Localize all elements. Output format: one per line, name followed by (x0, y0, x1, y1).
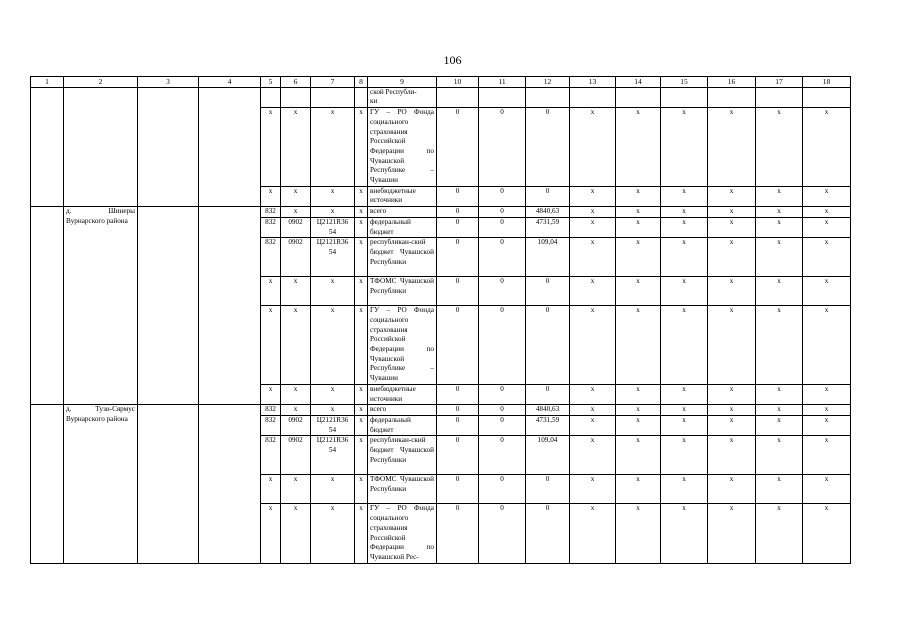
table-cell-c18: x (803, 405, 851, 416)
table-cell-c5: x (261, 504, 281, 563)
table-cell-c18: x (803, 217, 851, 237)
table-cell-c15: x (661, 186, 708, 206)
table-cell-c16: x (708, 415, 756, 435)
table-cell-c5: 832 (261, 217, 281, 237)
table-cell-c5: x (261, 384, 281, 404)
table-cell-c12: 109,04 (526, 238, 570, 277)
col-4-cell (199, 87, 261, 206)
table-cell-c6 (281, 87, 311, 107)
table-cell-c13: x (570, 186, 616, 206)
table-cell-c13: x (570, 405, 616, 416)
table-cell-c12: 0 (526, 186, 570, 206)
settlement-name: д. Тузи-Сярмус Вурнарского района (64, 405, 138, 563)
table-cell-c5: x (261, 475, 281, 504)
table-cell-c11: 0 (479, 306, 526, 385)
table-cell-c16: x (708, 436, 756, 475)
funding-source-cell: ГУ – РО Фонда социального страхования Российской Федерации по Чувашской Республике – Чувашии (368, 108, 437, 187)
table-cell-c7: x (311, 108, 355, 187)
funding-source-cell: ГУ – РО Фонда социального страхования Российской Федерации по Чувашской Рес- (368, 504, 437, 563)
funding-source-cell: республикан-ский бюджет Чувашской Республики (368, 238, 437, 277)
table-cell-c7 (311, 87, 355, 107)
table-cell-c17: x (756, 306, 803, 385)
column-number-12: 12 (526, 77, 570, 88)
table-cell-c12 (526, 87, 570, 107)
table-row (31, 405, 851, 416)
table-cell-c18 (803, 87, 851, 107)
table-cell-c15: x (661, 108, 708, 187)
col-1-cell (31, 405, 64, 563)
column-number-17: 17 (756, 77, 803, 88)
funding-source-cell: ТФОМС Чувашской Республики (368, 277, 437, 306)
column-number-15: 15 (661, 77, 708, 88)
table-cell-c7: Ц2121R36 54 (311, 436, 355, 475)
table-cell-c14: x (616, 108, 661, 187)
table-cell-c12: 4840,63 (526, 207, 570, 218)
table-cell-c6: 0902 (281, 238, 311, 277)
table-cell-c6: x (281, 306, 311, 385)
table-cell-c15: x (661, 504, 708, 563)
table-cell-c18: x (803, 108, 851, 187)
funding-source-cell: всего (368, 405, 437, 416)
table-cell-c6: x (281, 475, 311, 504)
table-cell-c14: x (616, 415, 661, 435)
table-cell-c8: x (355, 277, 368, 306)
table-cell-c16: x (708, 306, 756, 385)
table-cell-c18: x (803, 384, 851, 404)
table-cell-c14: x (616, 306, 661, 385)
table-cell-c18: x (803, 504, 851, 563)
table-cell-c8: x (355, 217, 368, 237)
column-number-7: 7 (311, 77, 355, 88)
table-cell-c5: 832 (261, 207, 281, 218)
column-number-6: 6 (281, 77, 311, 88)
table-cell-c10: 0 (437, 277, 479, 306)
table-cell-c8: x (355, 306, 368, 385)
table-cell-c15: x (661, 207, 708, 218)
table-cell-c16: x (708, 207, 756, 218)
table-cell-c13: x (570, 277, 616, 306)
col-1-cell (31, 87, 64, 206)
funding-source-cell: ГУ – РО Фонда социального страхования Российской Федерации по Чувашской Республике – Чувашии (368, 306, 437, 385)
table-cell-c18: x (803, 207, 851, 218)
table-cell-c16: x (708, 217, 756, 237)
table-cell-c17: x (756, 384, 803, 404)
table-cell-c8: x (355, 504, 368, 563)
column-number-4: 4 (199, 77, 261, 88)
funding-source-cell: федеральный бюджет (368, 217, 437, 237)
column-number-9: 9 (368, 77, 437, 88)
table-cell-c11: 0 (479, 384, 526, 404)
table-cell-c6: x (281, 207, 311, 218)
table-cell-c6: x (281, 504, 311, 563)
table-cell-c14: x (616, 186, 661, 206)
table-cell-c18: x (803, 436, 851, 475)
table-cell-c5: 832 (261, 405, 281, 416)
table-cell-c8: x (355, 415, 368, 435)
header-row (31, 77, 851, 88)
column-number-5: 5 (261, 77, 281, 88)
table-cell-c6: x (281, 405, 311, 416)
col-3-cell (138, 207, 199, 405)
table-cell-c15: x (661, 306, 708, 385)
table-cell-c8: x (355, 186, 368, 206)
table-cell-c7: x (311, 306, 355, 385)
table-row (31, 87, 851, 107)
table-cell-c14: x (616, 504, 661, 563)
table-cell-c18: x (803, 415, 851, 435)
table-cell-c5: x (261, 186, 281, 206)
table-cell-c12: 0 (526, 384, 570, 404)
col-4-cell (199, 207, 261, 405)
table-cell-c17: x (756, 277, 803, 306)
table-cell-c17: x (756, 217, 803, 237)
table-cell-c8: x (355, 238, 368, 277)
table-cell-c15: x (661, 384, 708, 404)
table-cell-c16: x (708, 475, 756, 504)
table-cell-c17: x (756, 475, 803, 504)
table-cell-c12: 0 (526, 504, 570, 563)
budget-table (30, 76, 851, 564)
table-cell-c7: x (311, 504, 355, 563)
column-number-3: 3 (138, 77, 199, 88)
table-cell-c11: 0 (479, 217, 526, 237)
table-cell-c14: x (616, 217, 661, 237)
table-cell-c17: x (756, 108, 803, 187)
funding-source-cell: внебюджетные источники (368, 186, 437, 206)
table-cell-c11: 0 (479, 475, 526, 504)
table-cell-c13: x (570, 504, 616, 563)
column-number-10: 10 (437, 77, 479, 88)
col-3-cell (138, 87, 199, 206)
table-cell-c14: x (616, 207, 661, 218)
table-cell-c11: 0 (479, 436, 526, 475)
table-cell-c12: 4840,63 (526, 405, 570, 416)
table-cell-c13 (570, 87, 616, 107)
table-cell-c12: 0 (526, 108, 570, 187)
table-cell-c11: 0 (479, 207, 526, 218)
table-cell-c11: 0 (479, 108, 526, 187)
table-cell-c18: x (803, 277, 851, 306)
table-cell-c13: x (570, 108, 616, 187)
table-cell-c8: x (355, 384, 368, 404)
table-cell-c12: 4731,59 (526, 415, 570, 435)
settlement-name: д. Шинеры Вурнарского района (64, 207, 138, 405)
table-cell-c7: Ц2121R36 54 (311, 415, 355, 435)
table-cell-c10: 0 (437, 384, 479, 404)
table-cell-c13: x (570, 207, 616, 218)
table-cell-c18: x (803, 238, 851, 277)
table-cell-c14: x (616, 277, 661, 306)
table-cell-c5 (261, 87, 281, 107)
table-cell-c12: 0 (526, 475, 570, 504)
table-cell-c14: x (616, 238, 661, 277)
table-cell-c15: x (661, 415, 708, 435)
column-number-13: 13 (570, 77, 616, 88)
funding-source-cell: федеральный бюджет (368, 415, 437, 435)
table-cell-c7: x (311, 475, 355, 504)
column-number-14: 14 (616, 77, 661, 88)
table-cell-c13: x (570, 217, 616, 237)
column-number-2: 2 (64, 77, 138, 88)
table-cell-c10: 0 (437, 436, 479, 475)
table-cell-c10: 0 (437, 207, 479, 218)
table-cell-c5: 832 (261, 415, 281, 435)
table-cell-c6: x (281, 108, 311, 187)
table-cell-c13: x (570, 306, 616, 385)
table-cell-c15: x (661, 436, 708, 475)
table-cell-c15: x (661, 475, 708, 504)
table-cell-c12: 4731,59 (526, 217, 570, 237)
table-cell-c10: 0 (437, 415, 479, 435)
funding-source-cell: ТФОМС Чувашской Республики (368, 475, 437, 504)
table-cell-c7: Ц2121R36 54 (311, 217, 355, 237)
page-number: 106 (443, 53, 462, 67)
table-cell-c15: x (661, 405, 708, 416)
table-cell-c13: x (570, 436, 616, 475)
col-1-cell (31, 207, 64, 405)
column-number-8: 8 (355, 77, 368, 88)
table-cell-c18: x (803, 306, 851, 385)
column-number-16: 16 (708, 77, 756, 88)
table-cell-c10: 0 (437, 405, 479, 416)
table-cell-c11: 0 (479, 277, 526, 306)
table-cell-c16: x (708, 108, 756, 187)
table-cell-c6: x (281, 186, 311, 206)
table-cell-c15: x (661, 277, 708, 306)
column-number-1: 1 (31, 77, 64, 88)
table-cell-c8 (355, 87, 368, 107)
table-cell-c15: x (661, 238, 708, 277)
table-cell-c10 (437, 87, 479, 107)
table-cell-c8: x (355, 405, 368, 416)
table-cell-c16: x (708, 238, 756, 277)
table-cell-c13: x (570, 415, 616, 435)
table-cell-c5: x (261, 108, 281, 187)
table-cell-c6: 0902 (281, 436, 311, 475)
col-3-cell (138, 405, 199, 563)
table-cell-c11 (479, 87, 526, 107)
table-cell-c11: 0 (479, 415, 526, 435)
table-cell-c8: x (355, 108, 368, 187)
table-cell-c16: x (708, 384, 756, 404)
table-cell-c5: x (261, 306, 281, 385)
table-cell-c10: 0 (437, 238, 479, 277)
table-cell-c11: 0 (479, 504, 526, 563)
table-cell-c16 (708, 87, 756, 107)
funding-source-cell: ской Республи- ки (368, 87, 437, 107)
table-cell-c6: 0902 (281, 217, 311, 237)
funding-source-cell: республикан-ский бюджет Чувашской Республики (368, 436, 437, 475)
table-cell-c11: 0 (479, 238, 526, 277)
table-cell-c16: x (708, 405, 756, 416)
table-cell-c13: x (570, 238, 616, 277)
table-cell-c17: x (756, 186, 803, 206)
column-number-18: 18 (803, 77, 851, 88)
table-cell-c7: x (311, 277, 355, 306)
table-cell-c7: x (311, 207, 355, 218)
table-cell-c15: x (661, 217, 708, 237)
table-cell-c6: 0902 (281, 415, 311, 435)
funding-source-cell: всего (368, 207, 437, 218)
settlement-name (64, 87, 138, 206)
table-cell-c8: x (355, 436, 368, 475)
column-number-11: 11 (479, 77, 526, 88)
table-cell-c7: x (311, 186, 355, 206)
table-cell-c10: 0 (437, 217, 479, 237)
table-cell-c16: x (708, 277, 756, 306)
table-cell-c16: x (708, 504, 756, 563)
table-cell-c7: Ц2121R36 54 (311, 238, 355, 277)
table-cell-c10: 0 (437, 306, 479, 385)
table-cell-c12: 0 (526, 306, 570, 385)
table-cell-c13: x (570, 475, 616, 504)
col-4-cell (199, 405, 261, 563)
table-cell-c16: x (708, 186, 756, 206)
table-cell-c18: x (803, 475, 851, 504)
table-cell-c14 (616, 87, 661, 107)
table-cell-c5: 832 (261, 238, 281, 277)
table-cell-c15 (661, 87, 708, 107)
table-cell-c11: 0 (479, 405, 526, 416)
table-cell-c10: 0 (437, 186, 479, 206)
table-cell-c14: x (616, 475, 661, 504)
table-cell-c17 (756, 87, 803, 107)
table-cell-c18: x (803, 186, 851, 206)
table-body (31, 77, 851, 564)
table-cell-c7: x (311, 405, 355, 416)
funding-source-cell: внебюджетные источники (368, 384, 437, 404)
table-cell-c10: 0 (437, 108, 479, 187)
table-cell-c10: 0 (437, 475, 479, 504)
table-cell-c8: x (355, 475, 368, 504)
table-cell-c14: x (616, 436, 661, 475)
table-cell-c10: 0 (437, 504, 479, 563)
table-cell-c17: x (756, 436, 803, 475)
table-cell-c7: x (311, 384, 355, 404)
table-cell-c11: 0 (479, 186, 526, 206)
table-cell-c13: x (570, 384, 616, 404)
table-cell-c6: x (281, 384, 311, 404)
table-cell-c14: x (616, 384, 661, 404)
table-cell-c5: 832 (261, 436, 281, 475)
table-cell-c8: x (355, 207, 368, 218)
table-cell-c14: x (616, 405, 661, 416)
table-cell-c12: 0 (526, 277, 570, 306)
table-cell-c17: x (756, 504, 803, 563)
table-cell-c17: x (756, 238, 803, 277)
table-row (31, 207, 851, 218)
table-cell-c12: 109,04 (526, 436, 570, 475)
table-cell-c6: x (281, 277, 311, 306)
table-cell-c17: x (756, 405, 803, 416)
table-cell-c17: x (756, 207, 803, 218)
table-cell-c5: x (261, 277, 281, 306)
table-cell-c17: x (756, 415, 803, 435)
